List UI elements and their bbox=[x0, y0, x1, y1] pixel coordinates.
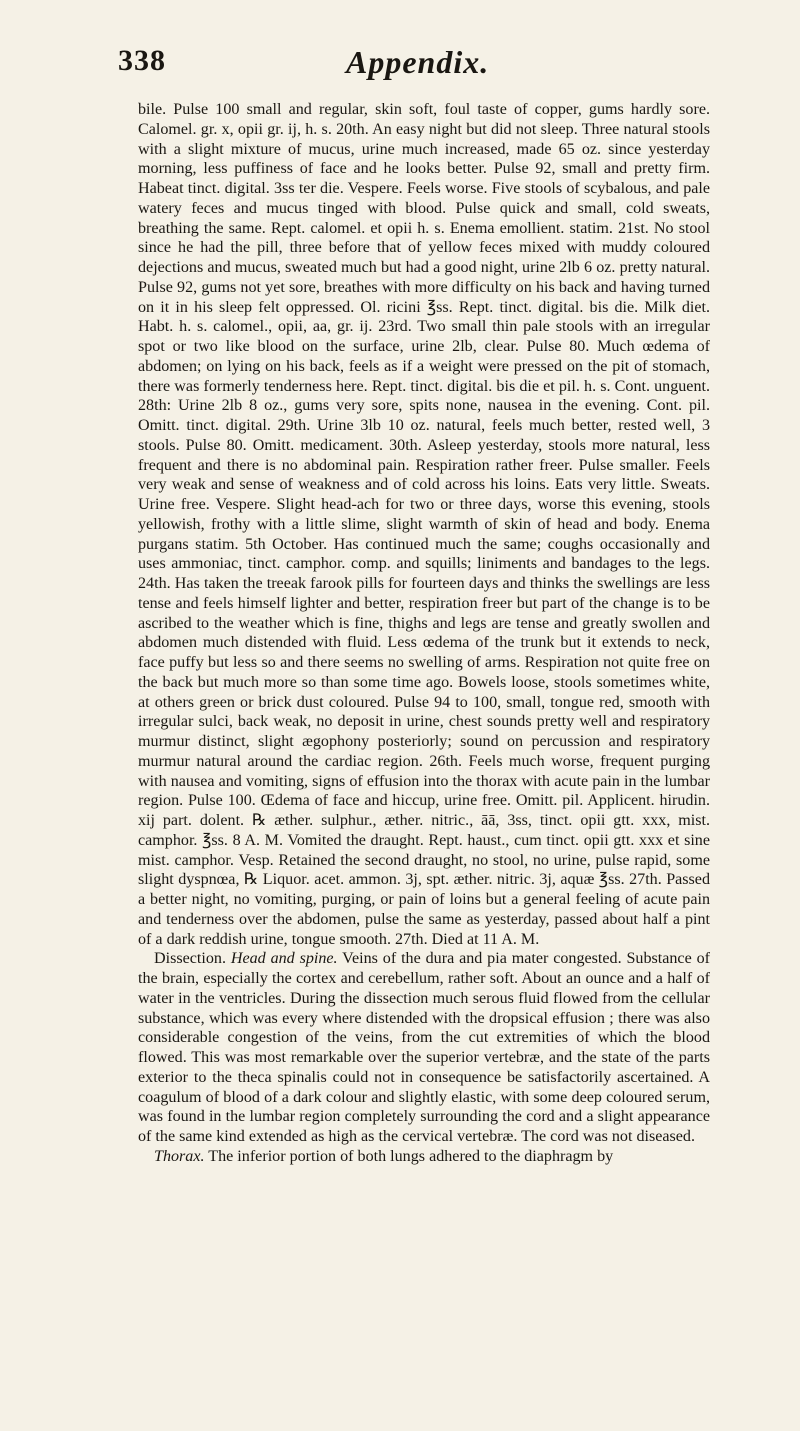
thorax-label: Thorax. bbox=[154, 1147, 205, 1165]
dissection-label: Dissection. bbox=[154, 950, 226, 968]
page-header bbox=[118, 44, 718, 84]
body-text bbox=[138, 100, 710, 1167]
head-and-spine-label: Head and spine. bbox=[230, 950, 338, 968]
thorax-paragraph bbox=[138, 1147, 710, 1167]
thorax-text: The inferior portion of both lungs adhered to the diaphragm by bbox=[208, 1147, 614, 1165]
case-notes-paragraph: bile. Pulse 100 small and regular, skin soft, foul taste of copper, gums hardly sore. Calomel. gr. x, opii gr. ij, h. s. 20th. An easy night but did not sleep. Three natural stools with a slight mixture of mucus, urine much increased, made 65 oz. since yesterday morning, less puffiness of face and he looks better. Pulse 92, small and pretty firm. Habeat tinct. digital. 3ss ter die. Vespere. Feels worse. Five stools of scybalous, and pale watery feces and mucus tinged with blood. Pulse quick and small, cold sweats, breathing the same. Rept. calomel. et opii h. s. Enema emollient. statim. 21st. No stool since he had the pill, three before that of yellow feces mixed with muddy coloured dejections and mucus, sweated much but had a good night, urine 2lb 6 oz. pretty natural. Pulse 92, gums not yet sore, breathes with more difficulty on his back and having turned on it in his sleep felt oppressed. Ol. ricini ℥ss. Rept. tinct. digital. bis die. Milk diet. Habt. h. s. calomel., opii, aa, gr. ij. 23rd. Two small thin pale stools with an irregular spot or two like blood on the surface, urine 2lb, clear. Pulse 80. Much œdema of abdomen; on lying on his back, feels as if a weight were pressed on the pit of stomach, there was formerly tenderness here. Rept. tinct. digital. bis die et pil. h. s. Cont. unguent. 28th: Urine 2lb 8 oz., gums very sore, spits none, nausea in the evening. Cont. pil. Omitt. tinct. digital. 29th. Urine 3lb 10 oz. natural, feels much better, rested well, 3 stools. Pulse 80. Omitt. medicament. 30th. Asleep yesterday, stools more natural, less frequent and there is no abdominal pain. Respiration rather freer. Pulse smaller. Feels very weak and sense of weakness and of cold across his loins. Eats very little. Sweats. Urine free. Vespere. Slight head-ach for two or three days, worse this evening, stools yellowish, frothy with a little slime, slight warmth of skin of head and body. Enema purgans statim. 5th October. Has continued much the same; coughs occasionally and uses ammoniac, tinct. camphor. comp. and squills; liniments and bandages to the legs. 24th. Has taken the treeak farook pills for fourteen days and thinks the swellings are less tense and feels himself lighter and better, respiration freer but part of the change is to be ascribed to the weather which is fine, thighs and legs are tense and greatly swollen and abdomen much distended with fluid. Less œdema of the trunk but it extends to neck, face puffy but less so and there seems no swelling of arms. Respiration not quite free on the back but much more so than some time ago. Bowels loose, stools sometimes white, at others green or brick dust coloured. Pulse 94 to 100, small, tongue red, smooth with irregular sulci, back weak, no deposit in urine, chest sounds pretty well and respiratory murmur distinct, slight ægophony posteriorly; sound on percussion and respiratory murmur natural around the cardiac region. 26th. Feels much worse, frequent purging with nausea and vomiting, signs of effusion into the thorax with acute pain in the lumbar region. Pulse 100. Œdema of face and hiccup, urine free. Omitt. pil. Applicent. hirudin. xij part. dolent. ℞ æther. sulphur., æther. nitric., āā, 3ss, tinct. opii gtt. xxx, mist. camphor. ℥ss. 8 A. M. Vomited the draught. Rept. haust., cum tinct. opii gtt. xxx et sine mist. camphor. Vesp. Retained the second draught, no stool, no urine, pulse rapid, some slight dyspnœa, ℞ Liquor. acet. ammon. 3j, spt. æther. nitric. 3j, aquæ ℥ss. 27th. Passed a better night, no vomiting, purging, or pain of loins but a general feeling of acute pain and tenderness over the abdomen, pulse the same as yesterday, passed about half a pint of a dark reddish urine, tongue smooth. 27th. Died at 11 A. M. bbox=[138, 101, 710, 948]
dissection-text: Veins of the dura and pia mater congested. Substance of the brain, especially the cortex and cerebellum, rather soft. About an ounce and a half of water in the ventricles. During the dissection much serous fluid flowed from the cellular substance, which was every where distended with the dropsical effusion ; there was also considerable congestion of the veins, from the cut extremities of which the blood flowed. This was most remarkable over the superior vertebræ, and the state of the parts exterior to the theca spinalis could not in consequence be satisfactorily ascertained. A coagulum of blood of a dark colour and slightly elastic, with some deep coloured serum, was found in the lumbar region completely surrounding the cord and a slight appearance of the same kind extended as high as the cervical vertebræ. The cord was not diseased. bbox=[138, 950, 710, 1145]
dissection-paragraph bbox=[138, 949, 710, 1147]
page-number: 338 bbox=[118, 44, 166, 77]
running-head: Appendix. bbox=[346, 44, 490, 80]
